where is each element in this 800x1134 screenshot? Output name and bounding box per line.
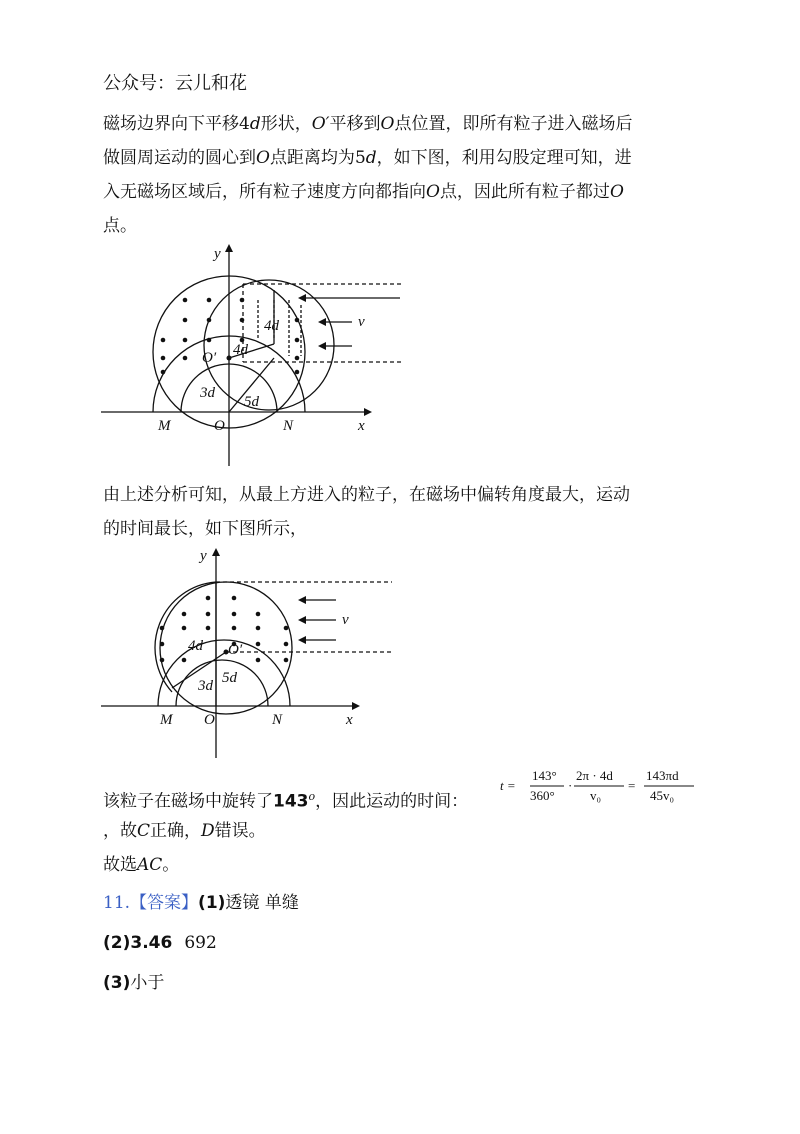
x-axis-label: x [358, 418, 365, 434]
figure-2-diagram [96, 542, 406, 762]
text: d [365, 148, 377, 168]
point-o-prime-label: O′ [202, 350, 217, 366]
degree-mark: o [308, 790, 316, 803]
label-5d: 5d [244, 394, 259, 410]
text: O [426, 182, 440, 202]
para1-line1 [103, 112, 632, 136]
label-3d: 3d [198, 678, 213, 694]
text: 正确， [150, 821, 202, 841]
text: 该粒子在磁场中旋转了 [103, 791, 273, 812]
formula-equals: = [628, 778, 636, 793]
text: O′ [311, 114, 330, 134]
text: 做圆周运动的圆心到 [103, 148, 256, 168]
para2-line1: 由上述分析可知，从最上方进入的粒子，在磁场中偏转角度最大，运动 [103, 485, 630, 505]
label-4d-lower: 4d [233, 342, 248, 358]
point-m-label: M [158, 418, 171, 434]
text: ，因此运动的时间： [315, 791, 469, 812]
para1-line2 [103, 146, 632, 170]
text: 。 [162, 855, 180, 875]
point-o-label: O [214, 418, 225, 434]
text: 点位置，即所有粒子进入磁场后 [394, 114, 633, 134]
point-o-prime-label: O′ [228, 642, 243, 658]
question-number: 11. [103, 893, 131, 913]
point-n-label: N [283, 418, 294, 434]
text: d [249, 114, 261, 134]
point-n-label: N [272, 712, 283, 728]
fraction-2-num: 2π · 4d [576, 768, 613, 783]
label-4d: 4d [188, 638, 203, 654]
para3-line2 [103, 819, 266, 843]
magnetic-field-circle [160, 582, 292, 714]
text: O [609, 182, 624, 202]
part-3-text: 小于 [130, 973, 165, 993]
y-axis-label: y [200, 548, 207, 564]
y-axis-label: y [214, 246, 221, 262]
figure-1-diagram [96, 240, 416, 470]
text: 故选 [103, 855, 137, 875]
text: 入无磁场区域后，所有粒子速度方向都指向 [103, 182, 426, 202]
text: 磁场边界向下平移 [103, 114, 239, 134]
answer-11-line2 [103, 931, 217, 955]
text: AC [137, 855, 163, 875]
text: D [201, 821, 215, 841]
text: O [380, 114, 395, 134]
para2-line2: 的时间最长，如下图所示， [103, 519, 307, 539]
text: 4 [239, 114, 250, 134]
label-v: v [342, 612, 349, 628]
para3-line3 [103, 853, 179, 877]
formula-t: t = [500, 778, 516, 793]
answer-11-line1 [103, 891, 299, 915]
answer-11-line3 [103, 971, 164, 995]
answer-tag: 【答案】 [130, 893, 199, 913]
text: 5 [354, 148, 366, 168]
para3-line1 [103, 785, 468, 814]
point-o-label: O [204, 712, 215, 728]
label-v: v [358, 314, 365, 330]
page-header: 公众号：云儿和花 [103, 73, 247, 94]
text: ，故 [103, 821, 137, 841]
angle-value: 143 [273, 791, 309, 812]
part-2-text: 692 [184, 933, 217, 953]
fraction-3-num: 143πd [646, 768, 679, 783]
label-4d-upper: 4d [264, 318, 279, 334]
fraction-1-den: 360° [530, 788, 555, 803]
fraction-1-num: 143° [532, 768, 557, 783]
point-m-label: M [160, 712, 173, 728]
time-formula [500, 766, 700, 806]
part-3-mark: (3) [103, 973, 131, 993]
label-3d: 3d [200, 385, 215, 401]
text: C [137, 821, 151, 841]
label-5d: 5d [222, 670, 237, 686]
para1-line3 [103, 180, 624, 204]
text: ，如下图，利用勾股定理可知，进 [376, 148, 632, 168]
text: O [256, 148, 270, 168]
text: 点，因此所有粒子都过 [439, 182, 610, 202]
part-1-text: 透镜 单缝 [225, 893, 299, 913]
text: 平移到 [329, 114, 381, 134]
x-axis-label: x [346, 712, 353, 728]
text: 点距离均为 [269, 148, 355, 168]
para1-line4: 点。 [103, 216, 137, 236]
part-2-mark: (2)3.46 [103, 933, 173, 953]
text: 错误。 [214, 821, 266, 841]
text: 形状， [260, 114, 312, 134]
fraction-3-den: 45v₀ [650, 788, 675, 803]
formula-dot: · [568, 778, 573, 793]
fraction-2-den: v₀ [590, 788, 602, 803]
part-1-mark: (1) [198, 893, 226, 913]
